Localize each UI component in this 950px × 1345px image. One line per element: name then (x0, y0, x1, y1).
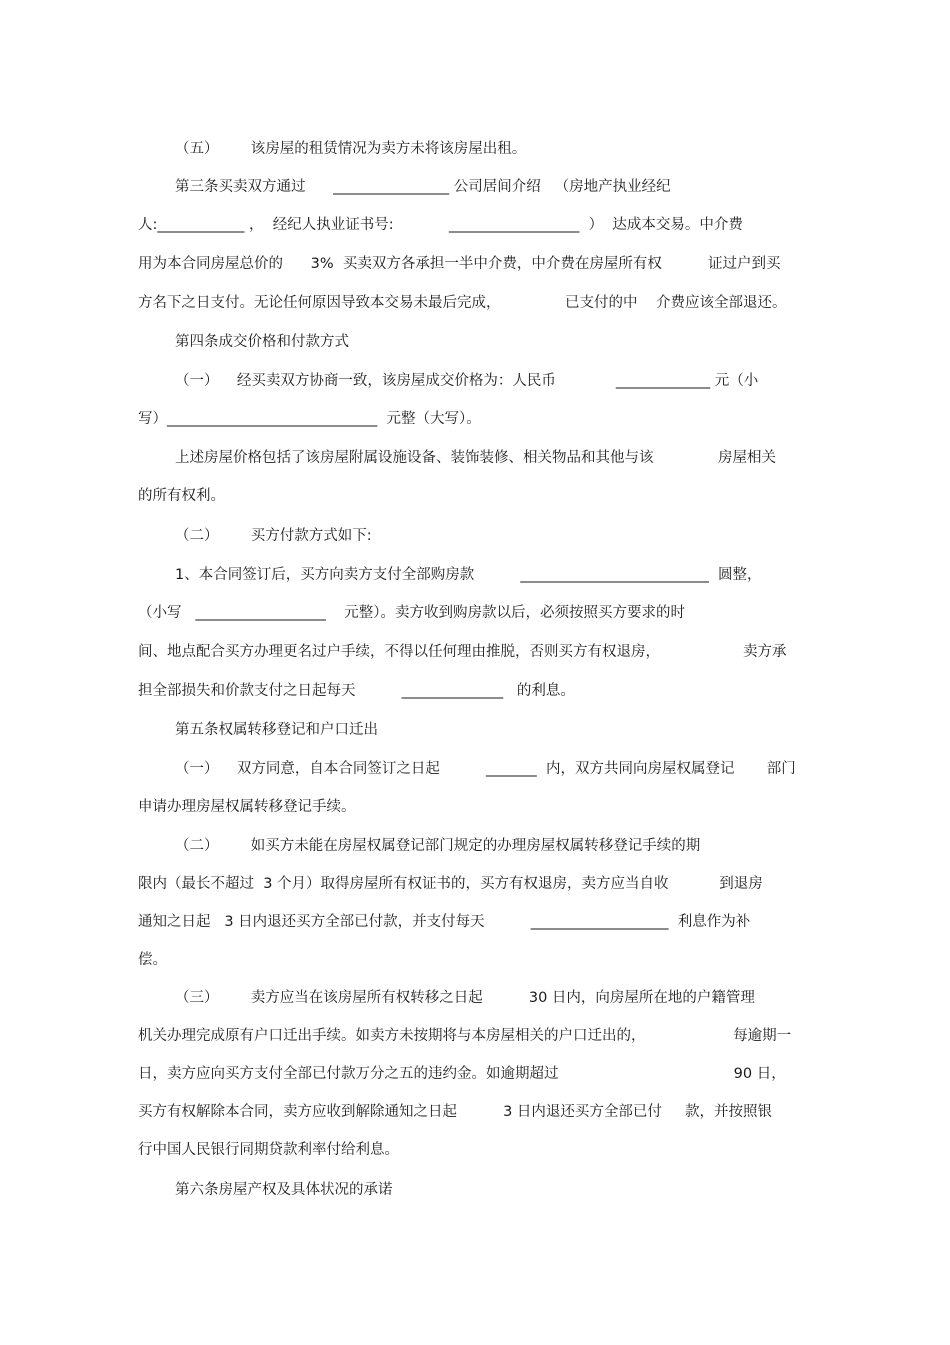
section-heading: 第五条权属转移登记和户口迁出 (175, 722, 378, 738)
text-line: 第三条买卖双方通过 ________________ 公司居间介绍 （房地产执业经纪 (175, 179, 671, 195)
text-line: （二） 买方付款方式如下: (175, 528, 372, 544)
text-line: （一） 双方同意，自本合同签订之日起 _______ 内，双方共同向房屋权属登记 部门 (175, 761, 796, 777)
text-line: 限内（最长不超过 3 个月）取得房屋所有权证书的，买方有权退房，卖方应当自收 到退房 (138, 876, 763, 892)
text-line: 1、本合同签订后，买方向卖方支付全部购房款 __________________________ 圆整， (175, 567, 762, 583)
text-line: 方名下之日支付。无论任何原因导致本交易未最后完成， 已支付的中 介费应该全部退还。 (138, 295, 787, 311)
text-line: 人:____________ ， 经纪人执业证书号: __________________ ） 达成本交易。中介费 (138, 217, 743, 233)
section-heading: 第六条房屋产权及具体状况的承诺 (175, 1182, 393, 1198)
text-line: 上述房屋价格包括了该房屋附属设施设备、装饰装修、相关物品和其他与该 房屋相关 (175, 450, 777, 466)
text-line: 日，卖方应向买方支付全部已付款万分之五的违约金。如逾期超过 90 日， (138, 1066, 786, 1082)
text-line: 通知之日起 3 日内退还买方全部已付款，并支付每天 ___________________ 利息作为补 (138, 914, 751, 930)
text-line: 写）_____________________________ 元整（大写）。 (138, 411, 481, 427)
text-line: （小写 __________________ 元整）。卖方收到购房款以后，必须按照买方要求的时 (138, 605, 686, 621)
text-line: 行中国人民银行同期贷款利率付给利息。 (138, 1142, 399, 1158)
text-line: 申请办理房屋权属转移登记手续。 (138, 799, 356, 815)
text-line: 机关办理完成原有户口迁出手续。如卖方未按期将与本房屋相关的户口迁出的， 每逾期一 (138, 1028, 792, 1044)
text-line: 用为本合同房屋总价的 3% 买卖双方各承担一半中介费，中介费在房屋所有权 证过户到买 (138, 256, 781, 272)
section-heading: 第四条成交价格和付款方式 (175, 334, 349, 350)
text-line: 间、地点配合买方办理更名过户手续，不得以任何理由推脱，否则买方有权退房， 卖方承 (138, 644, 787, 660)
text-line: 担全部损失和价款支付之日起每天 ______________ 的利息。 (138, 683, 575, 699)
text-line: （一） 经买卖双方协商一致，该房屋成交价格为：人民币 _____________ 元（小 (175, 373, 759, 389)
text-line: （三） 卖方应当在该房屋所有权转移之日起 30 日内，向房屋所在地的户籍管理 (175, 990, 755, 1006)
text-line: （二） 如买方未能在房屋权属登记部门规定的办理房屋权属转移登记手续的期 (175, 838, 701, 854)
text-line: （五） 该房屋的租赁情况为卖方未将该房屋出租。 (175, 141, 527, 157)
text-line: 的所有权利。 (138, 488, 225, 504)
text-line: 买方有权解除本合同，卖方应收到解除通知之日起 3 日内退还买方全部已付 款，并按照银 (138, 1104, 772, 1120)
text-line: 偿。 (138, 952, 167, 968)
